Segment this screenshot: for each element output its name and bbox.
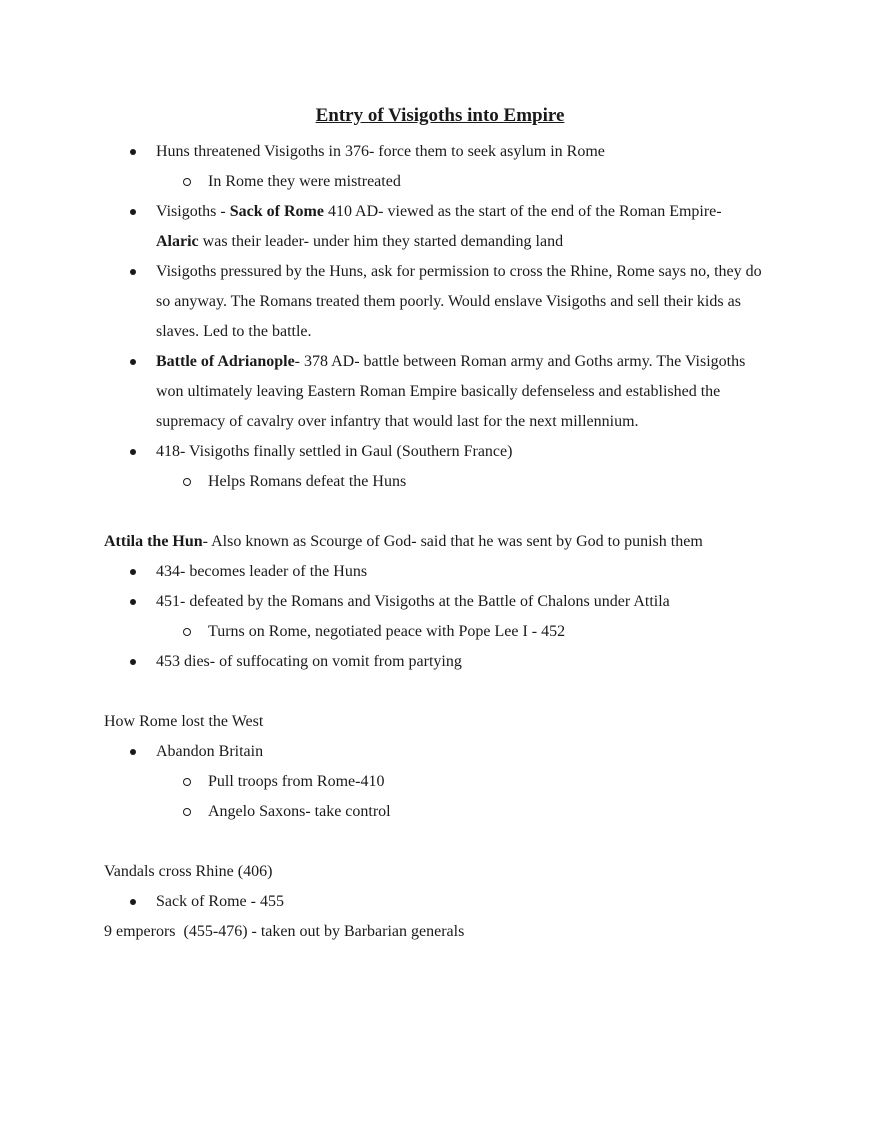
- list-item: [104, 137, 784, 167]
- list-item-text: 453 dies- of suffocating on vomit from partying: [156, 653, 462, 670]
- bold-term: Sack of Rome: [229, 203, 324, 220]
- list-item: [104, 257, 776, 347]
- list-item-text: Visigoths pressured by the Huns, ask for permission to cross the Rhine, Rome says no, they do so anyway. The Romans treated them poorly. Would enslave Visigoths and sell their kids as slaves. Led to the battle.: [156, 263, 762, 340]
- bullet-icon: [130, 569, 136, 575]
- bullet-icon: [130, 449, 136, 455]
- bullet-icon: [130, 599, 136, 605]
- bullet-icon: [130, 209, 136, 215]
- circle-bullet-icon: [183, 628, 191, 636]
- list-item-text: - 378 AD- battle between Roman army and Goths army. The Visigoths won ultimately leaving Eastern Roman Empire basically defenseless and established the supremacy of cavalry over infantry that would last for the next millennium.: [156, 353, 746, 430]
- list-item-text: Huns threatened Visigoths in 376- force them to seek asylum in Rome: [156, 143, 605, 160]
- circle-bullet-icon: [183, 178, 191, 186]
- list-item: [104, 887, 784, 917]
- bold-term: Attila the Hun: [104, 533, 203, 550]
- circle-bullet-icon: [183, 808, 191, 816]
- bold-term: Alaric: [156, 233, 199, 250]
- list-item-text: 434- becomes leader of the Huns: [156, 563, 368, 580]
- list-item: [104, 737, 784, 767]
- bullet-icon: [130, 749, 136, 755]
- list-item-continuation: [104, 227, 784, 257]
- heading-text: - Also known as Scourge of God- said that he was sent by God to punish them: [202, 533, 703, 550]
- sub-list-item-text: Turns on Rome, negotiated peace with Pope Lee I - 452: [208, 623, 566, 640]
- section-heading: [104, 527, 784, 557]
- bullet-icon: [130, 659, 136, 665]
- bullet-icon: [130, 269, 136, 275]
- section-heading: How Rome lost the West: [104, 713, 264, 730]
- bullet-icon: [130, 899, 136, 905]
- bold-term: Battle of Adrianople: [156, 353, 295, 370]
- list-item-text: 418- Visigoths finally settled in Gaul (Southern France): [156, 443, 513, 460]
- notes-body: [104, 137, 784, 947]
- page-title: Entry of Visigoths into Empire: [315, 105, 565, 126]
- bullet-icon: [130, 149, 136, 155]
- sub-list-item: [104, 617, 784, 647]
- sub-list-item: [104, 167, 784, 197]
- sub-list-item-text: In Rome they were mistreated: [208, 173, 401, 190]
- list-item-text: Visigoths -: [156, 203, 230, 220]
- list-item: [104, 347, 776, 437]
- sub-list-item: [104, 467, 784, 497]
- list-item: [104, 557, 784, 587]
- sub-list-item-text: Angelo Saxons- take control: [208, 803, 391, 820]
- sub-list-item-text: Pull troops from Rome-410: [208, 773, 385, 790]
- list-item-text: 410 AD- viewed as the start of the end of the Roman Empire-: [323, 203, 722, 220]
- circle-bullet-icon: [183, 478, 191, 486]
- list-item-text: was their leader- under him they started demanding land: [198, 233, 564, 250]
- closing-note: 9 emperors (455-476) - taken out by Barbarian generals: [104, 923, 465, 940]
- spacer: [104, 677, 784, 707]
- list-item: [104, 197, 784, 227]
- sub-list-item: [104, 767, 784, 797]
- list-item: [104, 587, 784, 617]
- bullet-icon: [130, 359, 136, 365]
- sub-list-item-text: Helps Romans defeat the Huns: [208, 473, 407, 490]
- circle-bullet-icon: [183, 778, 191, 786]
- spacer: [104, 497, 784, 527]
- list-item: [104, 647, 784, 677]
- sub-list-item: [104, 797, 784, 827]
- list-item: [104, 437, 784, 467]
- section-heading: Vandals cross Rhine (406): [104, 863, 273, 880]
- list-item-text: 451- defeated by the Romans and Visigoths at the Battle of Chalons under Attila: [156, 593, 670, 610]
- list-item-text: Abandon Britain: [156, 743, 264, 760]
- list-item-text: Sack of Rome - 455: [156, 893, 284, 910]
- spacer: [104, 827, 784, 857]
